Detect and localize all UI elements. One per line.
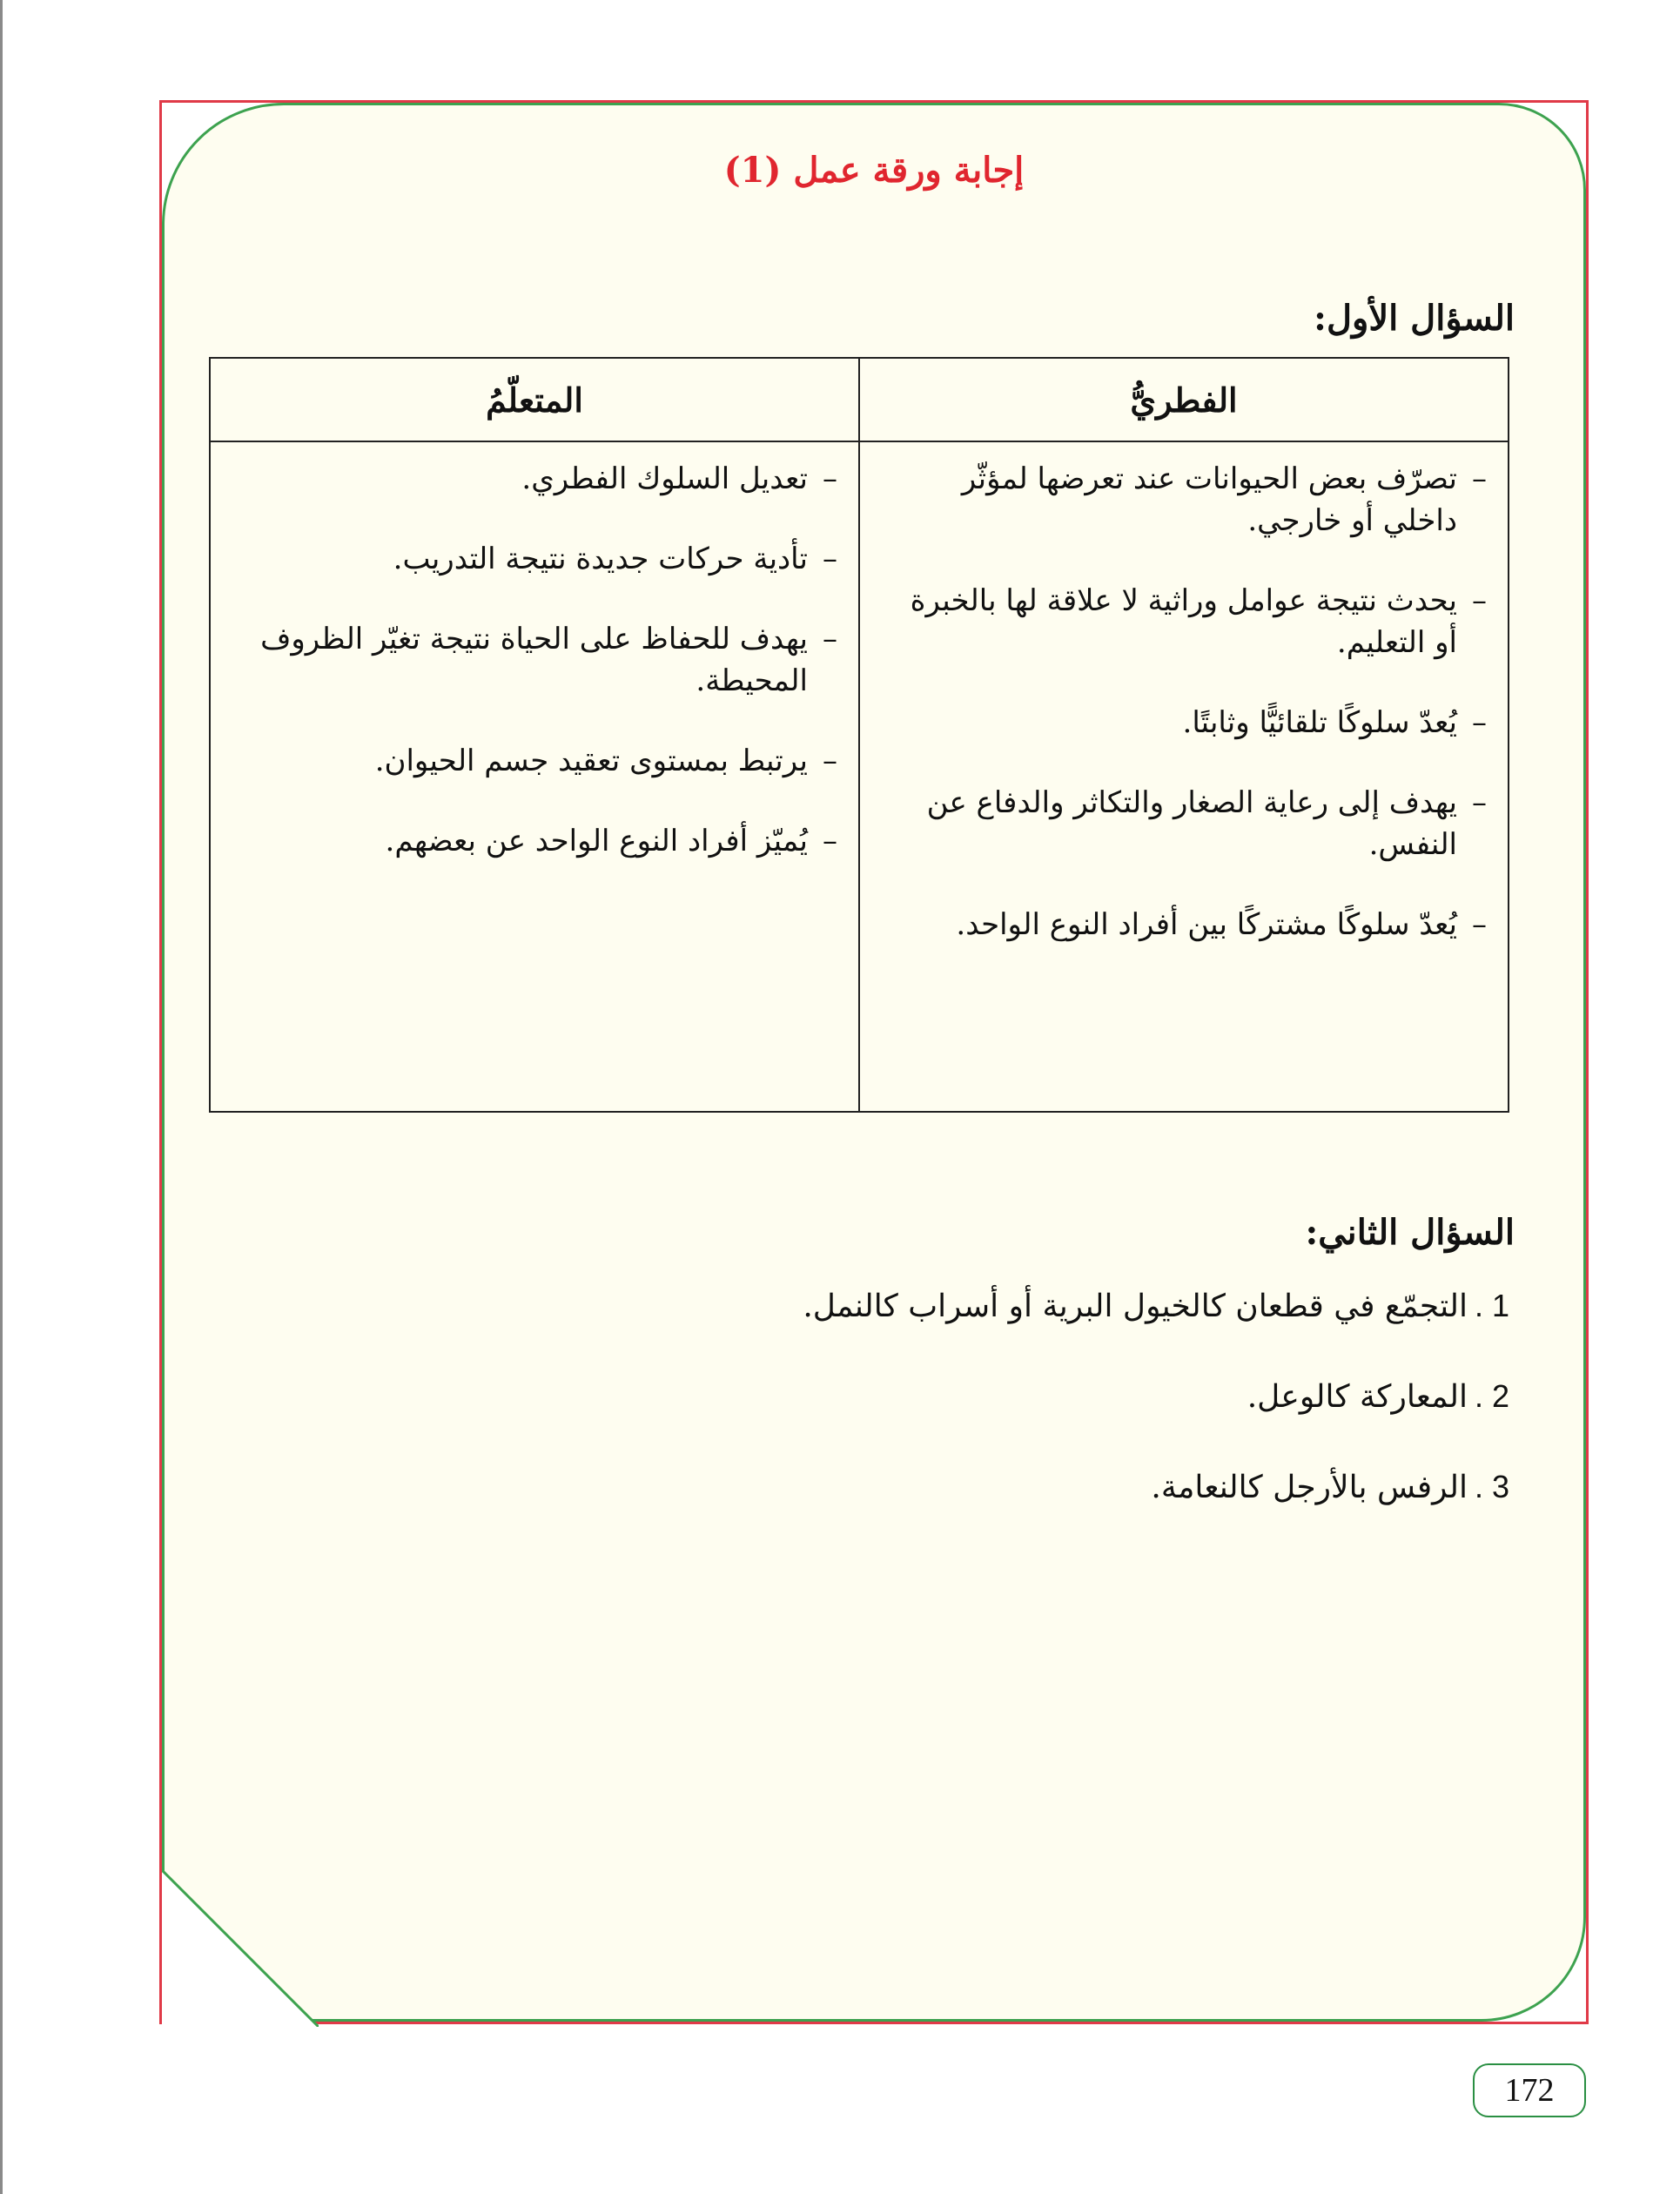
innate-item: – يهدف إلى رعاية الصغار والتكاثر والدفاع عن النفس. <box>881 782 1487 865</box>
innate-column <box>859 441 1509 1112</box>
learned-column <box>210 441 859 1112</box>
learned-item: – يهدف للحفاظ على الحياة نتيجة تغيّر الظروف المحيطة. <box>232 618 837 702</box>
behavior-comparison-table <box>209 357 1509 1113</box>
header-innate: الفطريُّ <box>859 358 1509 441</box>
page-number: 172 <box>1473 2063 1586 2117</box>
innate-item: – يحدث نتيجة عوامل وراثية لا علاقة لها بالخبرة أو التعليم. <box>881 580 1487 663</box>
innate-item: – يُعدّ سلوكًا مشتركًا بين أفراد النوع الواحد. <box>881 904 1487 946</box>
question-2-heading: السؤال الثاني: <box>1305 1212 1515 1253</box>
table-body-row <box>210 441 1509 1112</box>
question-1-heading: السؤال الأول: <box>1314 298 1515 339</box>
answer-number: 2 . <box>1474 1378 1509 1414</box>
answer-text: التجمّع في قطعان كالخيول البرية أو أسراب كالنمل. <box>803 1289 1468 1324</box>
innate-item: – يُعدّ سلوكًا تلقائيًّا وثابتًا. <box>881 702 1487 744</box>
learned-item: – يرتبط بمستوى تعقيد جسم الحيوان. <box>232 740 837 782</box>
list-item <box>378 1461 1509 1551</box>
page-edge-rule <box>0 0 3 2194</box>
list-item <box>378 1370 1509 1461</box>
learned-item: – يُميّز أفراد النوع الواحد عن بعضهم. <box>232 820 837 862</box>
answer-number: 1 . <box>1474 1288 1509 1323</box>
question-2-answer-list <box>378 1280 1509 1551</box>
answer-text: الرفس بالأرجل كالنعامة. <box>1151 1470 1468 1505</box>
worksheet-title: إجابة ورقة عمل (1) <box>723 150 1025 191</box>
table-header-row <box>210 358 1509 441</box>
learned-item: – تعديل السلوك الفطري. <box>232 458 837 500</box>
learned-item: – تأدية حركات جديدة نتيجة التدريب. <box>232 538 837 580</box>
answer-text: المعاركة كالوعل. <box>1247 1379 1468 1415</box>
header-learned: المتعلّمُ <box>210 358 859 441</box>
list-item <box>378 1280 1509 1370</box>
corner-diagonal-decoration <box>162 1870 319 2027</box>
answer-number: 3 . <box>1474 1469 1509 1504</box>
innate-item: – تصرّف بعض الحيوانات عند تعرضها لمؤثّر داخلي أو خارجي. <box>881 458 1487 542</box>
